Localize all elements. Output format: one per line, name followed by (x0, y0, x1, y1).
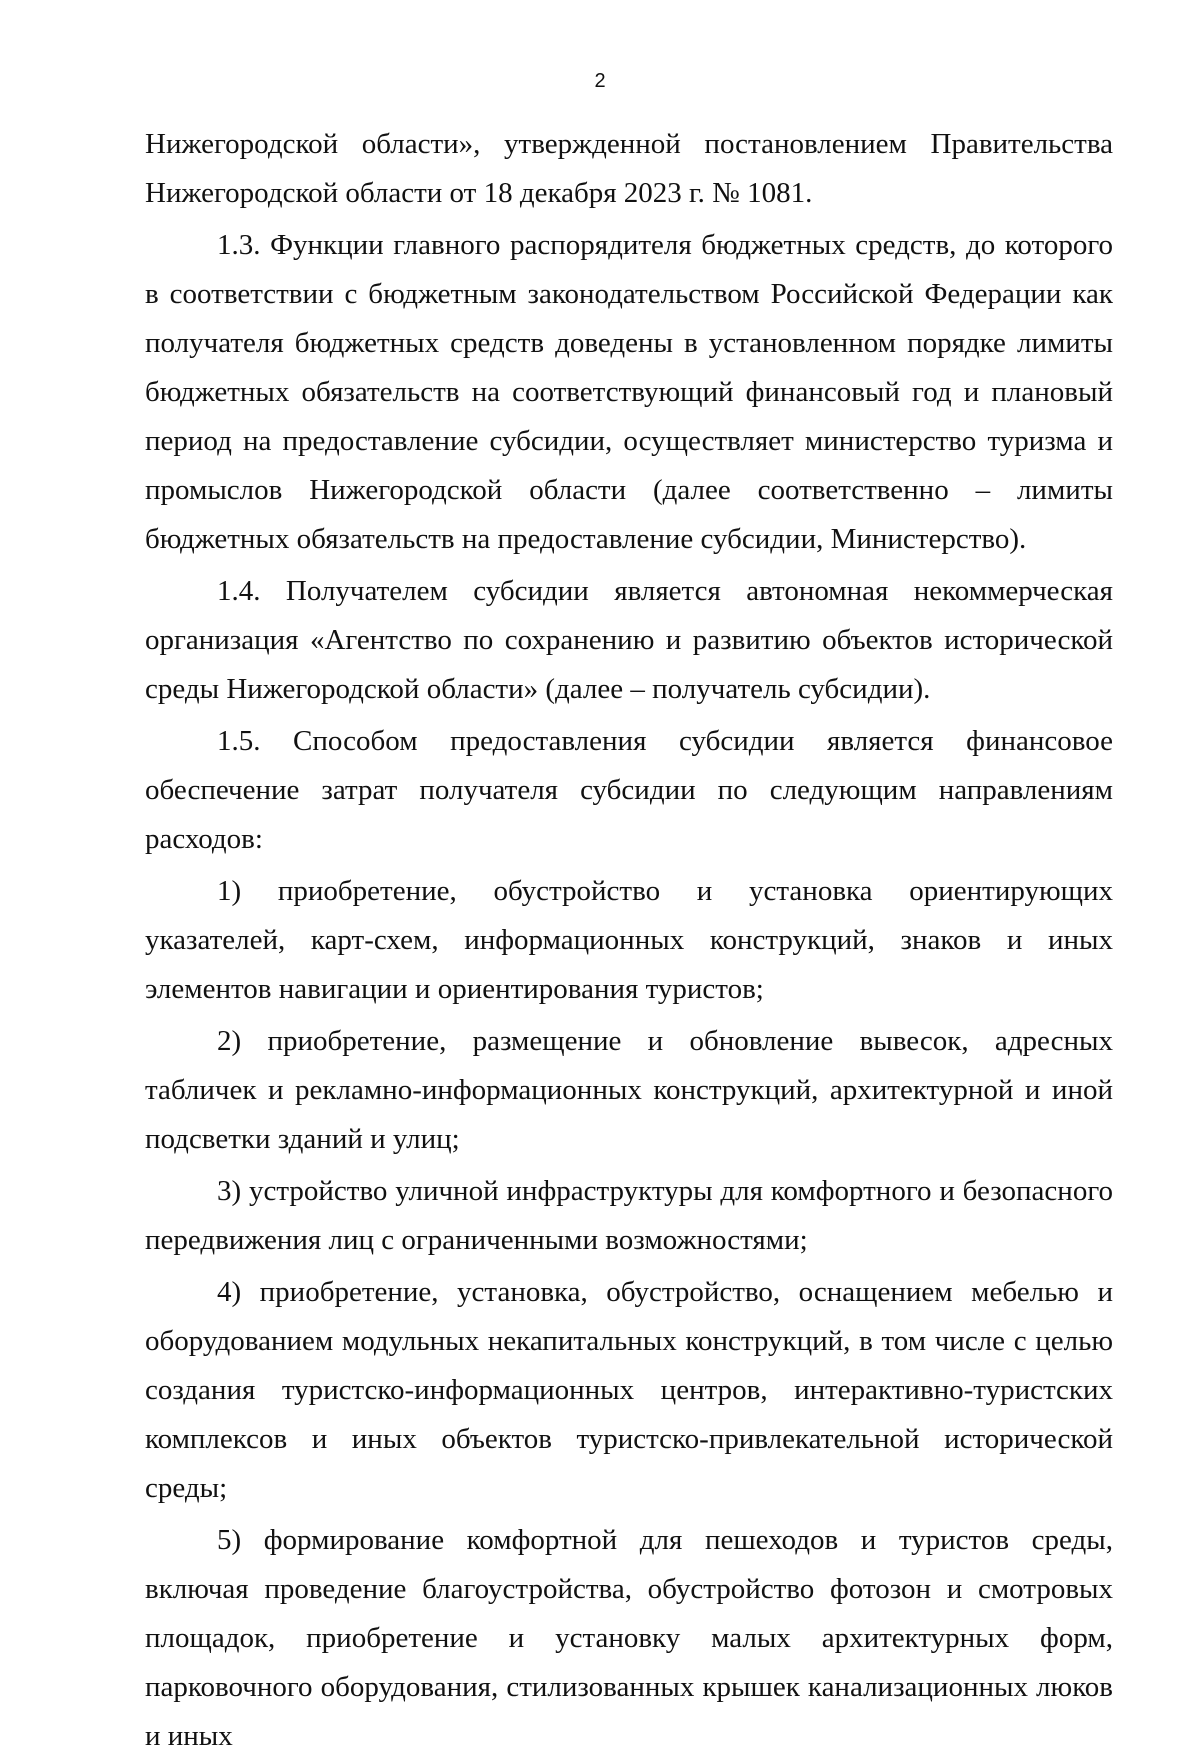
paragraph-1-4: 1.4. Получателем субсидии является автономная некоммерческая организация «Агентство по сохранению и развитию объектов исторической среды Нижегородской области» (далее – получатель субсидии). (145, 575, 1113, 705)
list-item-5: 5) формирование комфортной для пешеходов и туристов среды, включая проведение благоустройства, обустройство фотозон и смотровых площадок, приобретение и установку малых архитектурных форм, парковочного оборудования, стилизованных крышек канализационных люков и иных (145, 1524, 1113, 1752)
paragraph-1-3: 1.3. Функции главного распорядителя бюджетных средств, до которого в соответствии с бюджетным законодательством Российской Федерации как получателя бюджетных средств доведены в установленном порядке лимиты бюджетных обязательств на соответствующий финансовый год и плановый период на предоставление субсидии, осуществляет министерство туризма и промыслов Нижегородской области (далее соответственно – лимиты бюджетных обязательств на предоставление субсидии, Министерство). (145, 229, 1113, 555)
document-body (145, 120, 1113, 1764)
list-item-2: 2) приобретение, размещение и обновление вывесок, адресных табличек и рекламно-информационных конструкций, архитектурной и иной подсветки зданий и улиц; (145, 1025, 1113, 1155)
list-item-4: 4) приобретение, установка, обустройство, оснащением мебелью и оборудованием модульных некапитальных конструкций, в том числе с целью создания туристско-информационных центров, интерактивно-туристских комплексов и иных объектов туристско-привлекательной исторической среды; (145, 1276, 1113, 1504)
paragraph-1-5: 1.5. Способом предоставления субсидии является финансовое обеспечение затрат получателя субсидии по следующим направлениям расходов: (145, 725, 1113, 855)
list-item-3: 3) устройство уличной инфраструктуры для комфортного и безопасного передвижения лиц с ограниченными возможностями; (145, 1175, 1113, 1256)
list-item-1: 1) приобретение, обустройство и установка ориентирующих указателей, карт-схем, информационных конструкций, знаков и иных элементов навигации и ориентирования туристов; (145, 875, 1113, 1005)
page-number: 2 (594, 70, 606, 92)
paragraph-continuation: Нижегородской области», утвержденной постановлением Правительства Нижегородской области от 18 декабря 2023 г. № 1081. (145, 128, 1113, 209)
